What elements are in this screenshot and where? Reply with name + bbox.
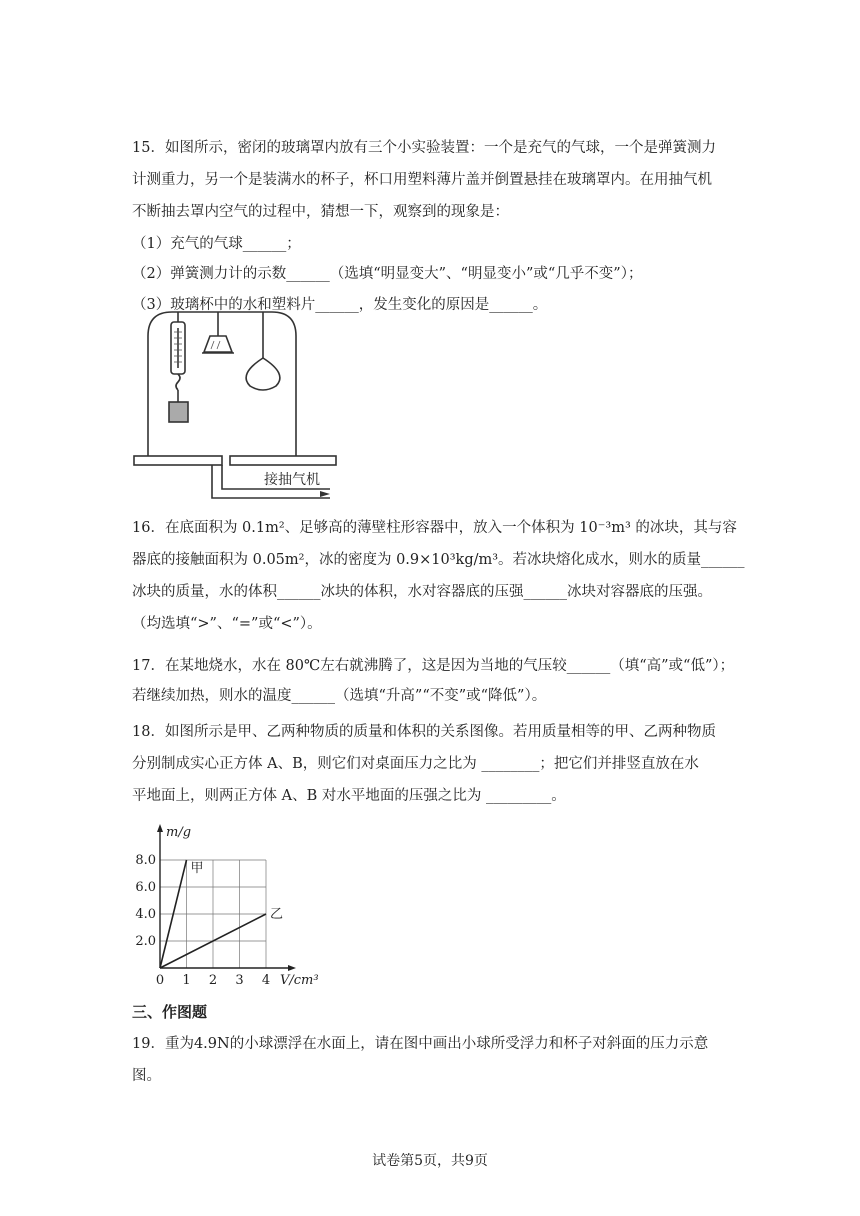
q16-line-4: （均选填“>”、“=”或“<”）。 [132, 616, 322, 632]
x-tick-label: 3 [235, 973, 244, 988]
q17-line-2: 若继续加热，则水的温度______（选填“升高”“不变”或“降低”）。 [132, 688, 547, 704]
x-tick-label: 0 [155, 973, 165, 988]
x-axis-label: V/cm³ [280, 973, 319, 988]
page-footer: 试卷第5页，共9页 [372, 1153, 488, 1169]
y-tick-label: 6.0 [135, 880, 156, 895]
x-tick-label: 1 [182, 973, 191, 988]
q19-line-1: 19．重为4.9N的小球漂浮在水面上，请在图中画出小球所受浮力和杯子对斜面的压力示意 [132, 1036, 709, 1052]
q17-line-1: 17．在某地烧水，水在 80℃左右就沸腾了，这是因为当地的气压较______（填“高”或“低”）； [132, 658, 735, 674]
y-tick-label: 4.0 [135, 907, 156, 922]
series-label-1: 甲 [190, 861, 204, 876]
q19-line-2: 图。 [132, 1068, 161, 1084]
series-label-2: 乙 [270, 907, 284, 922]
q18-line-2: 分别制成实心正方体 A、B，则它们对桌面压力之比为 ________；把它们并排竖直放在水 [132, 756, 699, 772]
q15-line-4: （1）充气的气球______； [132, 236, 301, 252]
y-tick-label: 2.0 [135, 934, 156, 949]
pump-label: 接抽气机 [264, 472, 320, 488]
q16-line-1: 16．在底面积为 0.1m²、足够高的薄壁柱形容器中，放入一个体积为 10⁻³m³ 的冰块，其与容 [132, 520, 737, 536]
y-tick-label: 8.0 [135, 853, 156, 868]
bell-jar-figure [130, 308, 340, 508]
y-axis-arrow [157, 824, 163, 832]
q15-line-5: （2）弹簧测力计的示数______（选填“明显变大”、“明显变小”或“几乎不变”）； [132, 266, 643, 282]
q15-line-1: 15．如图所示，密闭的玻璃罩内放有三个小实验装置：一个是充气的气球，一个是弹簧测力 [132, 140, 716, 156]
q15-line-3: 不断抽去罩内空气的过程中，猜想一下，观察到的现象是： [132, 204, 509, 220]
q18-line-1: 18．如图所示是甲、乙两种物质的质量和体积的关系图像。若用质量相等的甲、乙两种物质 [132, 724, 716, 740]
x-axis-arrow [288, 965, 296, 971]
mass-volume-chart [120, 820, 330, 990]
q15-line-2: 计测重力，另一个是装满水的杯子，杯口用塑料薄片盖并倒置悬挂在玻璃罩内。在用抽气机 [132, 172, 712, 188]
y-axis-label: m/g [166, 825, 192, 840]
q16-line-3: 冰块的质量，水的体积______冰块的体积，水对容器底的压强______冰块对容器底的压强。 [132, 584, 712, 600]
q15-line-6: （3）玻璃杯中的水和塑料片______，发生变化的原因是______。 [132, 297, 548, 313]
q16-line-2: 器底的接触面积为 0.05m²，冰的密度为 0.9×10³kg/m³。若冰块熔化成水，则水的质量______ [132, 552, 745, 568]
q18-line-3: 平地面上，则两正方体 A、B 对水平地面的压强之比为 _________。 [132, 788, 566, 804]
x-tick-label: 2 [208, 973, 218, 988]
x-tick-label: 4 [261, 973, 271, 988]
section-heading: 三、作图题 [132, 1003, 208, 1021]
